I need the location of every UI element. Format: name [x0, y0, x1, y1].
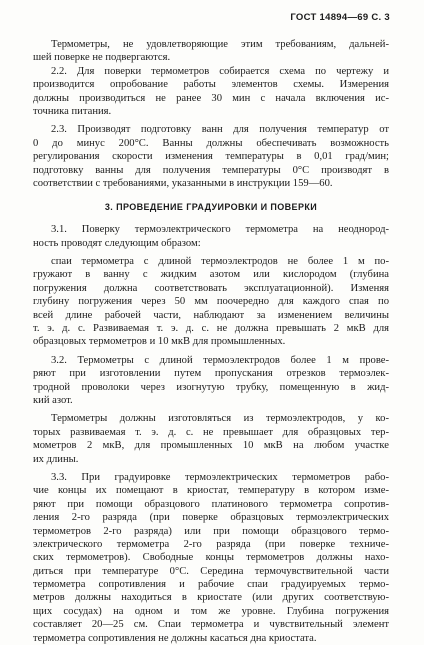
text-line: ряют при помощи образцового платинового термометра сопротив- [33, 498, 389, 510]
text-line: ских термометров). Свободные концы термометров должны нахо- [33, 552, 389, 564]
paragraph-2-2 [33, 65, 389, 119]
text-line: 3.3. При градуировке термоэлектрических термометров рабо- [51, 471, 389, 483]
text-line: производится опробование работы элементов схемы. Измерения [33, 79, 389, 91]
paragraph-3-1 [33, 223, 389, 250]
text-line: метров должны находиться в криостате (или других соответствую- [33, 592, 389, 604]
text-line: Термометры, не удовлетворяющие этим требованиям, дальней- [51, 39, 389, 50]
text-line: торых развиваемая т. э. д. с. не превышает для образцовых тер- [33, 426, 389, 438]
text-line: кий азот. [33, 394, 73, 406]
text-line: 3.2. Термометры с длиной термоэлектродов более 1 м прове- [51, 354, 389, 366]
text-line: соответствии с требованиями, указанными в инструкции 159—60. [33, 177, 333, 189]
text-line: ряют при изготовлении путем пропускания отрезков термоэлек- [33, 368, 389, 380]
text-line: Термометры должны изготовляться из термоэлектродов, у ко- [51, 413, 389, 425]
page-header: ГОСТ 14894—69 С. 3 [290, 12, 390, 23]
text-line: образцовых термометров и 10 мкВ для промышленных. [33, 336, 286, 348]
text-line: ность проводят следующим образом: [33, 237, 201, 249]
text-line: их длины. [33, 453, 79, 465]
text-line: погружения должна соответствовать эксплуатационной). Изменяя [33, 282, 389, 294]
paragraph-3-2 [33, 354, 389, 408]
text-line: 3.1. Поверку термоэлектрического термометра на неоднород- [51, 224, 389, 236]
paragraph-3-1-procedure [33, 255, 389, 349]
paragraph-unfit-thermometers [33, 38, 389, 65]
text-line: подготовку ванны для получения температуры 0°С производят в [33, 164, 389, 176]
paragraph-2-3 [33, 123, 389, 190]
paragraph-3-3 [33, 471, 389, 645]
text-line: электрического термометра 2-го разряда (при поверке техниче- [33, 538, 389, 550]
text-line: спаи термометра с длиной термоэлектродов не более 1 м по- [51, 256, 389, 268]
text-line: т. э. д. с. Развиваемая т. э. д. с. не должна превышать 2 мкВ для [33, 323, 389, 335]
text-line: 2.2. Для поверки термометров собирается схема по чертежу и [51, 65, 389, 77]
document-body [33, 38, 389, 645]
text-line: чие концы их помещают в криостат, температуру в котором изме- [33, 485, 389, 497]
text-line: всей длине рабочей части, наблюдают за изменением величины [33, 309, 389, 321]
text-line: должны производиться не ранее 30 мин с начала включения ис- [33, 92, 389, 104]
text-line: гружают в ванну с жидким азотом или кислородом (глубина [33, 269, 389, 281]
text-line: глубину погружения через 50 мм поочередно для каждого спая по [33, 296, 389, 308]
text-line: тродной проволоки через изогнутую трубку, помещенную в жид- [33, 381, 389, 393]
text-line: термометров 2-го разряда) или при помощи образцового термо- [33, 525, 389, 537]
text-line: 0 до минус 200°С. Ванны должны обеспечивать возможность [33, 137, 389, 149]
text-line: термометра сопротивления и рабочие спаи градуируемых термо- [33, 579, 389, 591]
text-line: мометров 2 мкВ, для промышленных 10 мкВ на любом участке [33, 440, 389, 452]
text-line: составляет 20—25 см. Спаи термометра и чувствительный элемент [33, 619, 389, 631]
text-line: диться при температуре 0°С. Середина термочувствительной части [33, 565, 389, 577]
text-line: точника питания. [33, 105, 112, 117]
paragraph-3-2-requirements [33, 412, 389, 466]
text-line: регулирования скорости изменения температуры в 0,01 град/мин; [33, 151, 389, 163]
text-line: шей поверке не подвергаются. [33, 52, 171, 64]
section-title: 3. ПРОВЕДЕНИЕ ГРАДУИРОВКИ И ПОВЕРКИ [104, 202, 318, 213]
text-line: ления 2-го разряда (при поверке образцовых термоэлектрических [33, 512, 389, 524]
text-line: термометра сопротивления не должны касаться дна криостата. [33, 632, 317, 644]
text-line: 2.3. Производят подготовку ванн для получения температур от [51, 124, 389, 136]
text-line: щих сосудах) на одном и том же уровне. Глубина погружения [33, 605, 389, 617]
